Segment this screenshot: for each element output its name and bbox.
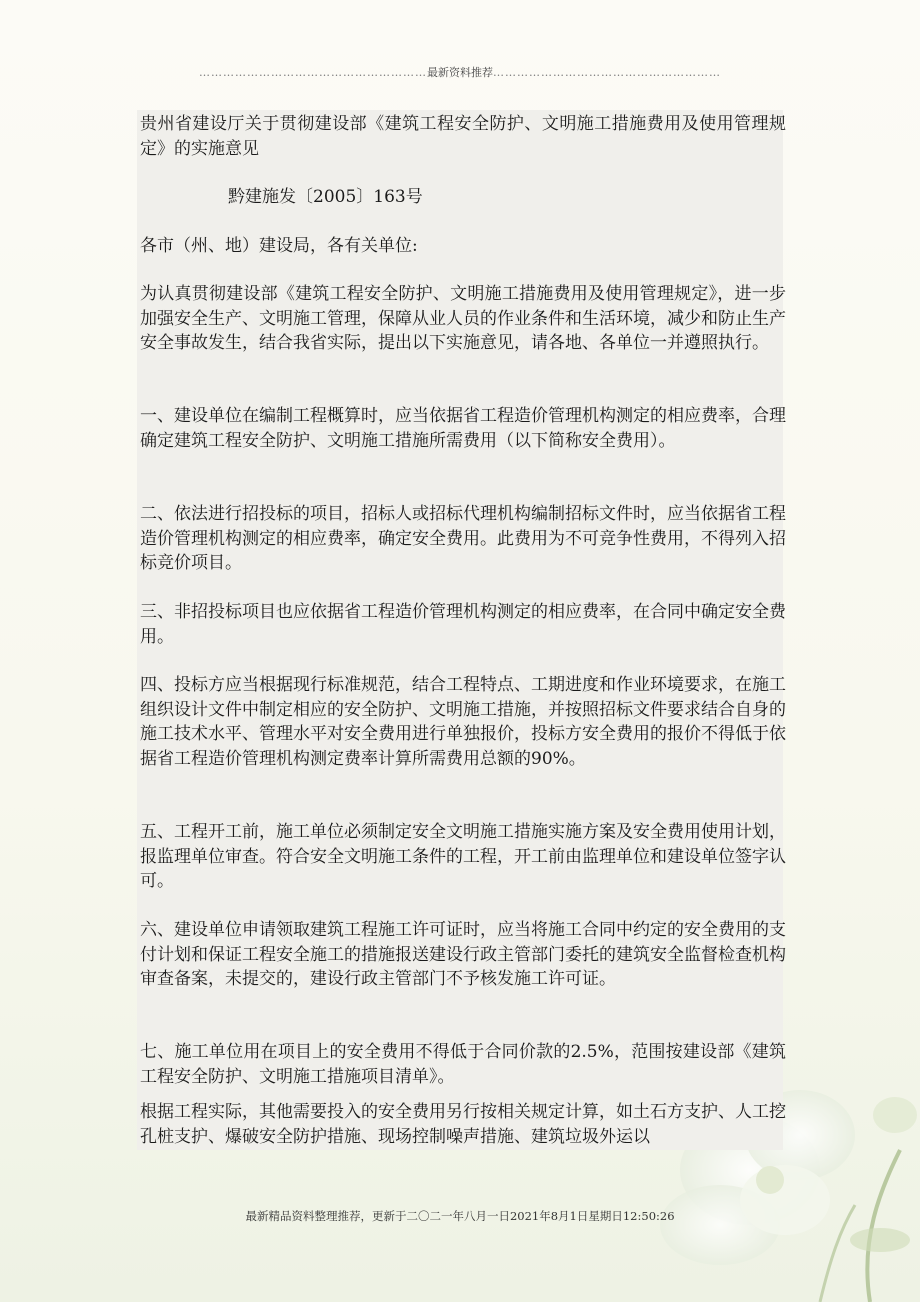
header-right-dots: ………………………………………………… (493, 66, 721, 79)
paragraph-1: 一、建设单位在编制工程概算时，应当依据省工程造价管理机构测定的相应费率，合理确定建筑工程安全防护、文明施工措施所需费用（以下简称安全费用）。 (140, 406, 786, 451)
paragraph-5: 五、工程开工前，施工单位必须制定安全文明施工措施实施方案及安全费用使用计划，报监理单位审查。符合安全文明施工条件的工程，开工前由监理单位和建设单位签字认可。 (140, 822, 786, 891)
salutation: 各市（州、地）建设局，各有关单位: (140, 236, 418, 256)
paragraph-6: 六、建设单位申请领取建筑工程施工许可证时，应当将施工合同中约定的安全费用的支付计划和保证工程安全施工的措施报送建设行政主管部门委托的建筑安全监督检查机构审查备案，未提交的，建设行政主管部门不予核发施工许可证。 (140, 920, 786, 989)
page-footer: 最新精品资料整理推荐，更新于二〇二一年八月一日2021年8月1日星期日12:50:26 (245, 1209, 675, 1223)
paragraph-2: 二、依法进行招投标的项目，招标人或招标代理机构编制招标文件时，应当依据省工程造价管理机构测定的相应费率，确定安全费用。此费用为不可竞争性费用，不得列入招标竞价项目。 (140, 504, 786, 573)
paragraph-8: 根据工程实际，其他需要投入的安全费用另行按相关规定计算，如土石方支护、人工挖孔桩支护、爆破安全防护措施、现场控制噪声措施、建筑垃圾外运以 (140, 1102, 786, 1147)
paragraph-4: 四、投标方应当根据现行标准规范，结合工程特点、工期进度和作业环境要求，在施工组织设计文件中制定相应的安全防护、文明施工措施，并按照招标文件要求结合自身的施工技术水平、管理水平对安全费用进行单独报价，投标方安全费用的报价不得低于依据省工程造价管理机构测定费率计算所需费用总额的90%。 (140, 675, 786, 769)
paragraph-intro: 为认真贯彻建设部《建筑工程安全防护、文明施工措施费用及使用管理规定》，进一步加强安全生产、文明施工管理，保障从业人员的作业条件和生活环境，减少和防止生产安全事故发生，结合我省实际，提出以下实施意见，请各地、各单位一并遵照执行。 (140, 284, 786, 353)
document-body (137, 110, 786, 1150)
header-label: 最新资料推荐 (427, 66, 493, 79)
document-number: 黔建施发〔2005〕163号 (228, 187, 423, 207)
page-header (160, 64, 760, 84)
document-title: 贵州省建设厅关于贯彻建设部《建筑工程安全防护、文明施工措施费用及使用管理规定》的实施意见 (140, 114, 786, 159)
header-left-dots: ………………………………………………… (199, 66, 427, 79)
paragraph-7: 七、施工单位用在项目上的安全费用不得低于合同价款的2.5%，范围按建设部《建筑工程安全防护、文明施工措施项目清单》。 (140, 1042, 786, 1087)
paragraph-3: 三、非招投标项目也应依据省工程造价管理机构测定的相应费率，在合同中确定安全费用。 (140, 602, 786, 647)
